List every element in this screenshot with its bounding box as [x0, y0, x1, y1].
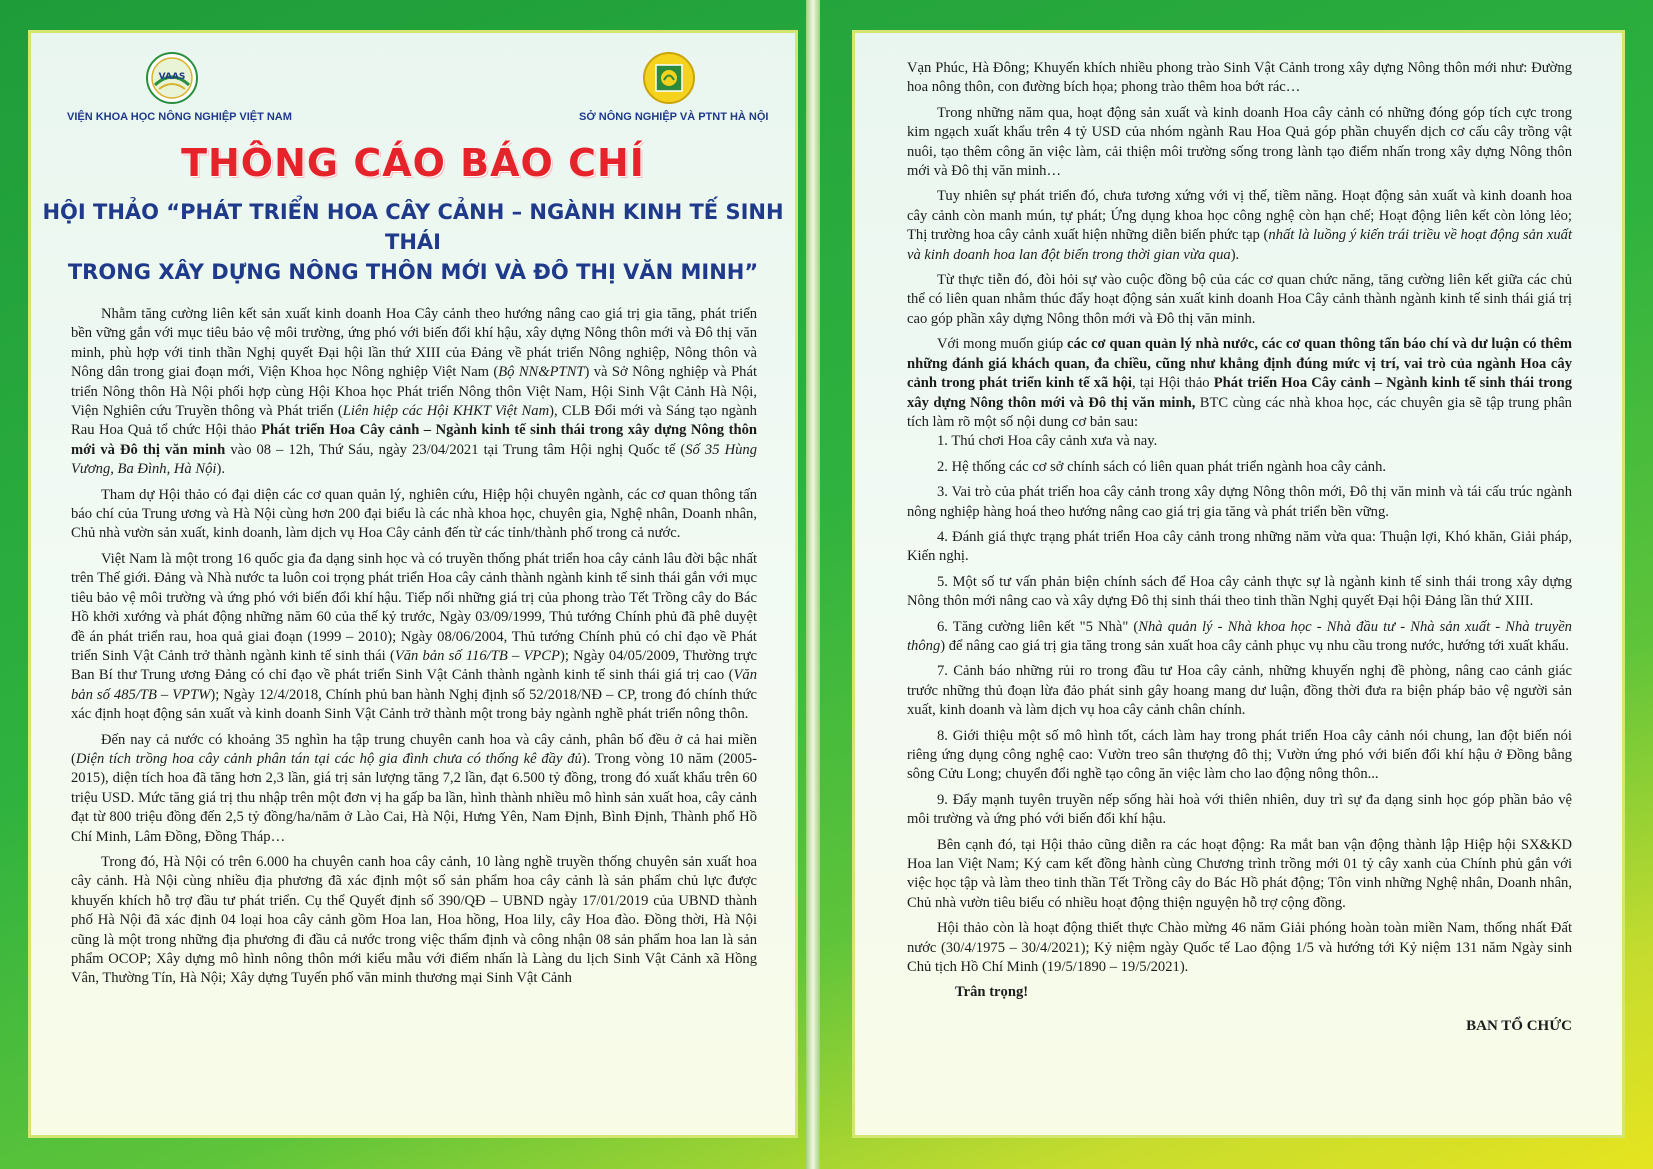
- list-item: 5. Một số tư vấn phản biện chính sách để Hoa cây cảnh thực sự là ngành kinh tế sinh thái trong xây dựng Nông thôn mới nâng cao và xây dựng Đô thị sinh thái theo tinh thần Nghị quyết Đại hội Đảng lần thứ XIII.: [907, 573, 1572, 610]
- sonn-logo-icon: [642, 51, 696, 105]
- page-title: THÔNG CÁO BÁO CHÍ: [181, 141, 645, 185]
- list-item: 6. Tăng cường liên kết "5 Nhà" (Nhà quản lý - Nhà khoa học - Nhà đầu tư - Nhà sản xuất - Nhà truyền thông) để nâng cao giá trị gia tăng trong sản xuất hoa cây cảnh phục vụ nhu cầu trong nước, hướng tới xuất khẩu.: [907, 618, 1572, 654]
- left-body: [31, 287, 795, 989]
- paragraph-intro: Nhằm tăng cường liên kết sản xuất kinh doanh Hoa Cây cảnh theo hướng nâng cao giá trị gia tăng, phát triển bền vững gắn với mục tiêu bảo vệ môi trường, ứng phó với biến đổi khí hậu, xây dựng Nông thôn mới và Đô thị văn minh, phù hợp với tinh thần Nghị quyết Đại hội lần thứ XIII của Đảng về phát triển Nông nghiệp, Nông thôn và Nông dân trong giai đoạn mới, Viện Khoa học Nông nghiệp Việt Nam (Bộ NN&PTNT) và Sở Nông nghiệp và Phát triển Nông thôn Hà Nội phối hợp cùng Hội Khoa học Phát triển Nông thôn Việt Nam, Hội Sinh Vật Cảnh Hà Nội, Viện Nghiên cứu Truyền thông và Phát triển (Liên hiệp các Hội KHKT Việt Nam), CLB Đổi mới và Sáng tạo ngành Rau Hoa Quả tổ chức Hội thảo Phát triển Hoa Cây cảnh – Ngành kinh tế sinh thái trong xây dựng Nông thôn mới và Đô thị văn minh vào 08 – 12h, Thứ Sáu, ngày 23/04/2021 tại Trung tâm Hội nghị Quốc tế (Số 35 Hùng Vương, Ba Đình, Hà Nội).: [71, 306, 758, 478]
- greeting: Trân trọng!: [955, 984, 1029, 1001]
- subtitle: [31, 197, 795, 287]
- paragraph-objectives: Với mong muốn giúp các cơ quan quản lý nhà nước, các cơ quan thông tấn báo chí và dư luận có thêm những đánh giá khách quan, đa chiều, cũng như khẳng định đúng mức vị trí, vai trò của ngành Hoa cây cảnh trong phát triển kinh tế xã hội, tại Hội thảo Phát triển Hoa Cây cảnh – Ngành kinh tế sinh thái trong xây dựng Nông thôn mới và Đô thị văn minh, BTC cùng các nhà khoa học, các chuyên gia sẽ tập trung phân tích làm rõ một số nội dung cơ bản sau:: [907, 336, 1572, 430]
- paragraph-statistics: Đến nay cả nước có khoảng 35 nghìn ha tập trung chuyên canh hoa và cây cảnh, phân bố đều ở cả hai miền (Diện tích trồng hoa cây cảnh phân tán tại các hộ gia đình chưa có thống kê đầy đủ). Trong vòng 10 năm (2005-2015), diện tích hoa đã tăng hơn 2,3 lần, giá trị sản lượng tăng 7,2 lần, đạt 6.500 tỷ đồng, trong đó xuất khẩu trên 60 triệu USD. Mức tăng giá trị thu nhập trên một đơn vị ha gấp ba lần, hình thành nhiều mô hình sản xuất hoa, cây cảnh đạt từ 800 triệu đồng đến 2,5 tỷ đồng/ha/năm ở Lào Cai, Hà Nội, Hưng Yên, Nam Định, Bình Định, Thành phố Hồ Chí Minh, Lâm Đồng, Đồng Tháp…: [71, 731, 758, 845]
- list-item: 4. Đánh giá thực trạng phát triển Hoa cây cảnh trong những năm vừa qua: Thuận lợi, Khó khăn, Giải pháp, Kiến nghị.: [907, 528, 1572, 565]
- page-header: [31, 33, 795, 133]
- left-page: [28, 30, 798, 1138]
- list-item: 3. Vai trò của phát triển hoa cây cảnh trong xây dựng Nông thôn mới, Đô thị văn minh và tái cấu trúc ngành nông nghiệp hàng hoá theo hướng nâng cao giá trị gia tăng và phát triển bền vững.: [907, 484, 1572, 520]
- vaas-logo-icon: [145, 51, 199, 105]
- list-item: 2. Hệ thống các cơ sở chính sách có liên quan phát triển ngành hoa cây cảnh.: [937, 458, 1387, 475]
- org-sonn: [579, 51, 769, 123]
- paragraph-history: Việt Nam là một trong 16 quốc gia đa dạng sinh học và có truyền thống phát triển hoa cây cảnh lâu đời bậc nhất trên Thế giới. Đảng và Nhà nước ta luôn coi trọng phát triển Hoa cây cảnh thành ngành kinh tế sinh thái gắn với mục tiêu bảo vệ môi trường và ứng phó với biến đổi khí hậu. Tiếp nối những giá trị của phong trào Tết Trồng cây do Bác Hồ khởi xướng và phát động những năm 60 của thế kỷ trước, Ngày 03/09/1999, Thủ tướng Chính phủ đã phê duyệt đề án phát triển rau, hoa quả giai đoạn (1999 – 2010); Ngày 08/06/2004, Thủ tướng Chính phủ có chỉ đạo về Phát triển Sinh Vật Cảnh trở thành ngành kinh tế sinh thái (Văn bản số 116/TB – VPCP); Ngày 04/05/2009, Thường trực Ban Bí thư Trung ương Đảng có chỉ đạo về phát triển Sinh Vật Cảnh thành ngành kinh tế sinh thái giá trị cao (Văn bản số 485/TB – VPTW); Ngày 12/4/2018, Chính phủ ban hành Nghị định số 52/2018/NĐ – CP, trong đó chính thức xác định hoạt động sản xuất và kinh doanh Sinh Vật Cảnh trở thành một trong bảy ngành nghề phát triển nông thôn.: [71, 550, 757, 723]
- list-item: 1. Thú chơi Hoa cây cảnh xưa và nay.: [937, 433, 1158, 450]
- subtitle-line-1: HỘI THẢO “PHÁT TRIỂN HOA CÂY CẢNH – NGÀNH KINH TẾ SINH THÁI: [42, 200, 784, 254]
- paragraph-export: Trong những năm qua, hoạt động sản xuất và kinh doanh Hoa cây cảnh có những đóng góp tích cực trong kim ngạch xuất khẩu trên 4 tỷ USD của nhóm ngành Rau Hoa Quả góp phần chuyển dịch cơ cấu cây trồng vật nuôi, tạo thêm công ăn việc làm, cải thiện môi trường sống trong lành tạo điểm nhấn trong xây dựng Nông thôn mới và Đô thị văn minh…: [907, 104, 1572, 180]
- paragraph-hanoi: Trong đó, Hà Nội có trên 6.000 ha chuyên canh hoa cây cảnh, 10 làng nghề truyền thống chuyên sản xuất hoa cây cảnh. Hà Nội cùng nhiều địa phương đã xác định một số sản phẩm hoa cây cảnh là sản phẩm chủ lực được khuyến khích hỗ trợ đầu tư phát triển. Cụ thể Quyết định số 390/QĐ – UBND ngày 17/01/2019 của UBND thành phố Hà Nội đã xác định 04 loại hoa cây cảnh gồm Hoa lan, Hoa hồng, Hoa lily, cây Hoa đào. Đồng thời, Hà Nội cũng là một trong những địa phương đi đầu cả nước trong việc thẩm định và công nhận 08 sản phẩm hoa lan là sản phẩm OCOP; Xây dựng mô hình nông thôn mới kiểu mẫu với điểm nhấn là Làng du lịch Sinh Vật Cảnh xã Hồng Vân, Thường Tín, Hà Nội; Xây dựng Tuyến phố văn minh thương mại Sinh Vật Cảnh: [71, 853, 757, 987]
- page-fold: [806, 0, 820, 1169]
- subtitle-line-2: TRONG XÂY DỰNG NÔNG THÔN MỚI VÀ ĐÔ THỊ VĂN MINH”: [67, 260, 759, 284]
- paragraph-attendees: Tham dự Hội thảo có đại diện các cơ quan quản lý, nghiên cứu, Hiệp hội chuyên ngành, các cơ quan thông tấn báo chí của Trung ương và Hà Nội cùng hơn 200 đại biểu là các nhà khoa học, chuyên gia, Nghệ nhân, Doanh nhân, Chủ nhà vườn sản xuất, kinh doanh, làm dịch vụ Hoa Cây cảnh đến từ các tỉnh/thành phố trong cả nước.: [71, 486, 757, 542]
- org-left-name: VIỆN KHOA HỌC NÔNG NGHIỆP VIỆT NAM: [67, 111, 292, 123]
- list-item: 7. Cảnh báo những rủi ro trong đầu tư Hoa cây cảnh, những khuyến nghị đề phòng, nâng cao cảnh giác trước những thủ đoạn lừa đảo phát sinh gây hoang mang dư luận, đồng thời đưa ra biện pháp bảo vệ người sản xuất, kinh doanh và làm dịch vụ hoa cây cảnh chân chính.: [907, 663, 1572, 719]
- paragraph-celebration: Hội thảo còn là hoạt động thiết thực Chào mừng 46 năm Giải phóng hoàn toàn miền Nam, thống nhất Đất nước (30/4/1975 – 30/4/2021); Kỷ niệm ngày Quốc tế Lao động 1/5 và hướng tới Kỷ niệm 131 năm Ngày sinh Chủ tịch Hồ Chí Minh (19/5/1890 – 19/5/2021).: [907, 920, 1572, 976]
- svg-text:VAAS: VAAS: [158, 72, 186, 82]
- list-item: 9. Đẩy mạnh tuyên truyền nếp sống hài hoà với thiên nhiên, duy trì sự đa dạng sinh học góp phần bảo vệ môi trường và ứng phó với biến đổi khí hậu.: [907, 791, 1572, 828]
- paragraph-continuation: Vạn Phúc, Hà Đông; Khuyến khích nhiều phong trào Sinh Vật Cảnh trong xây dựng Nông thôn mới như: Đường hoa nông thôn, con đường bích họa; phong trào thêm hoa bớt rác…: [907, 60, 1572, 96]
- org-vaas: [67, 51, 292, 123]
- signature-organizer: BAN TỔ CHỨC: [1466, 1017, 1572, 1034]
- right-body: [855, 33, 1622, 1036]
- org-right-name: SỞ NÔNG NGHIỆP VÀ PTNT HÀ NỘI: [579, 111, 769, 123]
- paragraph-limitations: Tuy nhiên sự phát triển đó, chưa tương xứng với vị thế, tiềm năng. Hoạt động sản xuất và kinh doanh hoa cây cảnh còn manh mún, tự phát; Ứng dụng khoa học công nghệ còn hạn chế; Hoạt động liên kết còn lỏng lẻo; Thị trường hoa cây cảnh xuất hiện những diễn biến phức tạp (nhất là luồng ý kiến trái triều về hoạt động sản xuất và kinh doanh hoa lan đột biến trong thời gian vừa qua).: [907, 188, 1573, 263]
- right-page: [852, 30, 1625, 1138]
- paragraph-requirements: Từ thực tiễn đó, đòi hỏi sự vào cuộc đồng bộ của các cơ quan chức năng, tăng cường liên kết giữa các chủ thể có liên quan nhằm thúc đẩy hoạt động sản xuất kinh doanh Hoa Cây cảnh thành ngành kinh tế sinh thái giá trị cao góp phần xây dựng Nông thôn mới và Đô thị văn minh.: [907, 272, 1572, 327]
- list-item: 8. Giới thiệu một số mô hình tốt, cách làm hay trong phát triển Hoa cây cảnh nói chung, lan đột biến nói riêng ứng dụng công nghệ cao: Vườn treo sân thượng đô thị; Vườn ứng phó với biến đổi khí hậu ở Đồng bằng sông Cửu Long; chuyển đổi nghề tạo công ăn việc làm cho lao động nông thôn...: [907, 727, 1572, 783]
- paragraph-activities: Bên cạnh đó, tại Hội thảo cũng diễn ra các hoạt động: Ra mắt ban vận động thành lập Hiệp hội SX&KD Hoa lan Việt Nam; Ký cam kết đồng hành cùng Chương trình trồng mới 01 tỷ cây xanh của Chính phủ gắn với việc học tập và làm theo tinh thần Tết Trồng cây do Bác Hồ phát động; Tôn vinh những Nghệ nhân, Doanh nhân, Chủ nhà vườn tiêu biểu có nhiều hoạt động thiện nguyện hỗ trợ cộng đồng.: [907, 836, 1572, 911]
